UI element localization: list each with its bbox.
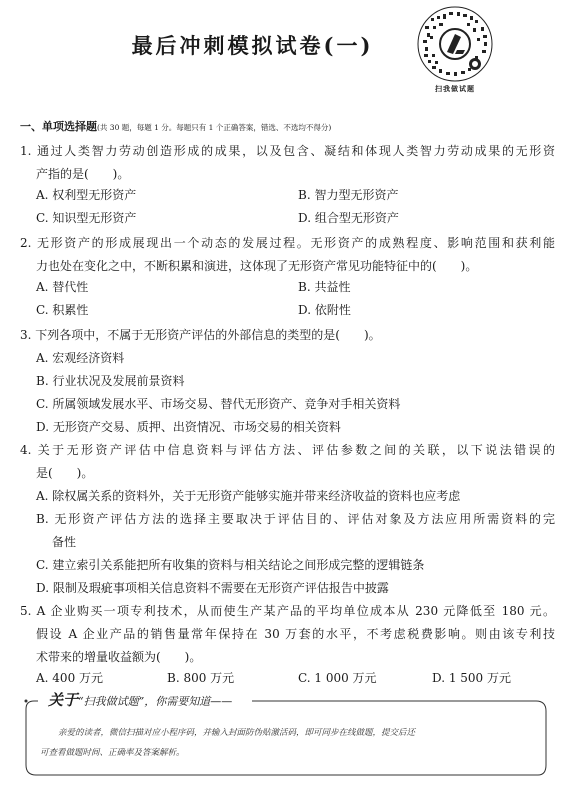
- question-3: [20, 324, 555, 347]
- about-text: [40, 723, 535, 763]
- option-a[interactable]: A. 除权属关系的资料外，关于无形资产能够实施并带来经济收益的资料也应考虑: [36, 489, 461, 503]
- question-2: [20, 232, 555, 278]
- about-title-prefix: 关于: [48, 691, 79, 709]
- question-text: 力也处在变化之中，不断积累和演进，这体现了无形资产常见功能特征中的( )。: [36, 259, 478, 273]
- option-b[interactable]: B. 行业状况及发展前景资料: [36, 374, 185, 388]
- option-a[interactable]: A. 宏观经济资料: [36, 351, 125, 365]
- option-c[interactable]: C. 所属领域发展水平、市场交易、替代无形资产、竞争对手相关资料: [36, 397, 401, 411]
- question-text: 产指的是( )。: [36, 167, 130, 181]
- section-title: 一、单项选择题: [20, 120, 97, 133]
- option-d[interactable]: D. 依附性: [298, 303, 351, 317]
- option-b[interactable]: B. 无形资产评估方法的选择主要取决于评估目的、评估对象及方法应用所需资料的完: [36, 512, 555, 526]
- option-b[interactable]: B. 800 万元: [167, 671, 235, 685]
- question-text: 术带来的增量收益额为( )。: [36, 650, 202, 664]
- question-text: 3. 下列各项中，不属于无形资产评估的外部信息的类型的是( )。: [20, 328, 381, 342]
- qr-label: 扫我做试题: [435, 84, 475, 93]
- question-5: [20, 600, 555, 669]
- option-a[interactable]: A. 400 万元: [36, 671, 104, 685]
- option-d[interactable]: D. 组合型无形资产: [298, 211, 399, 225]
- about-title-rest: “扫我做试题”，你需要知道——: [78, 695, 233, 708]
- question-text: 4. 关于无形资产评估中信息资料与评估方法、评估参数之间的关联，以下说法错误的: [20, 443, 555, 457]
- option-b-continued: 备性: [52, 535, 77, 549]
- about-line-2: 可查看做题时间、正确率及答案解析。: [40, 748, 185, 758]
- question-4: [20, 439, 555, 485]
- question-text: 5. A 企业购买一项专利技术，从而使生产某产品的平均单位成本从 230 元降低至 180 元。: [20, 604, 555, 618]
- option-c[interactable]: C. 知识型无形资产: [36, 211, 137, 225]
- question-text: 2. 无形资产的形成展现出一个动态的发展过程。无形资产的成熟程度、影响范围和获利能: [20, 236, 555, 250]
- question-text: 是( )。: [36, 466, 94, 480]
- page-title: 最后冲刺模拟试卷(一): [131, 33, 374, 58]
- option-c[interactable]: C. 积累性: [36, 303, 89, 317]
- qr-code[interactable]: [417, 6, 493, 82]
- question-text: 假设 A 企业产品的销售量常年保持在 30 万套的水平，不考虑税费影响。则由该专利技: [36, 627, 555, 641]
- section-note: (共 30 题，每题 1 分。每题只有 1 个正确答案，错选、不选均不得分): [97, 123, 332, 132]
- option-b[interactable]: B. 智力型无形资产: [298, 188, 399, 202]
- option-d[interactable]: D. 1 500 万元: [432, 671, 511, 685]
- about-title: [44, 689, 236, 710]
- question-text: 1. 通过人类智力劳动创造形成的成果，以及包含、凝结和体现人类智力劳动成果的无形资: [20, 144, 555, 158]
- option-d[interactable]: D. 限制及瑕疵事项相关信息资料不需要在无形资产评估报告中披露: [36, 581, 389, 595]
- option-c[interactable]: C. 建立索引关系能把所有收集的资料与相关结论之间形成完整的逻辑链条: [36, 558, 425, 572]
- option-c[interactable]: C. 1 000 万元: [298, 671, 377, 685]
- option-a[interactable]: A. 替代性: [36, 280, 89, 294]
- option-d[interactable]: D. 无形资产交易、质押、出资情况、市场交易的相关资料: [36, 420, 341, 434]
- option-a[interactable]: A. 权利型无形资产: [36, 188, 137, 202]
- options-3: [36, 347, 555, 439]
- about-box: [22, 691, 549, 778]
- about-line-1: 亲爱的读者，微信扫描对应小程序码，并输入封面防伪贴激活码，即可同步在线做题，提交后还: [58, 728, 416, 738]
- section-heading: [20, 118, 331, 134]
- question-1: [20, 140, 555, 186]
- option-b[interactable]: B. 共益性: [298, 280, 351, 294]
- options-4: [36, 485, 555, 600]
